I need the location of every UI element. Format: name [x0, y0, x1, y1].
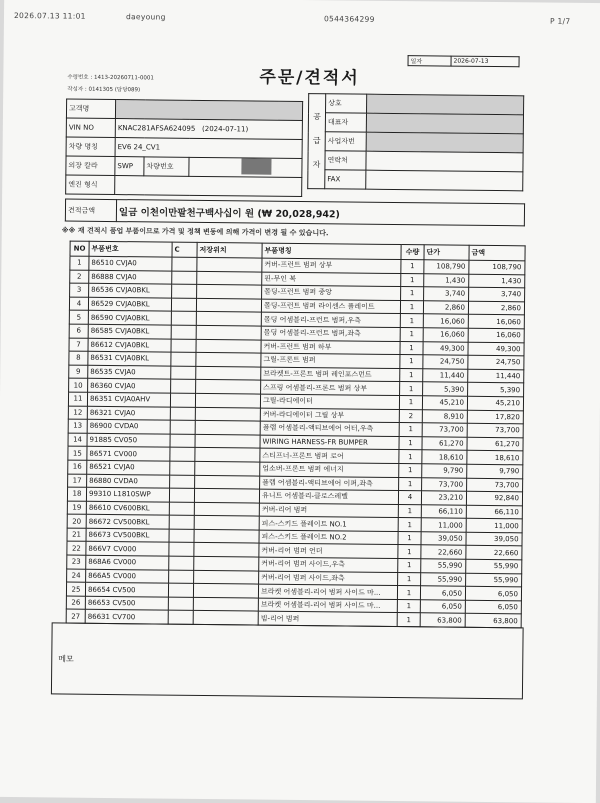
storage-location — [194, 570, 259, 584]
unit-price: 23,210 — [421, 491, 466, 505]
unit-price: 39,050 — [421, 532, 466, 546]
quantity: 1 — [398, 545, 421, 559]
c-flag — [172, 271, 197, 285]
storage-location — [197, 285, 262, 299]
part-number: 86531 CVJA0BKL — [88, 351, 171, 365]
c-flag — [171, 325, 196, 339]
storage-location — [197, 257, 262, 271]
c-flag — [169, 488, 194, 502]
storage-location — [195, 393, 260, 407]
line-amount: 1,430 — [469, 274, 525, 288]
color-label: 외장 칼라 — [66, 156, 115, 176]
row-number: 24 — [67, 569, 86, 583]
row-number: 25 — [66, 582, 85, 596]
row-number: 23 — [67, 555, 86, 569]
quantity: 1 — [401, 287, 424, 301]
line-amount: 17,820 — [467, 410, 523, 424]
part-name: 커버-프런트 범퍼 상부 — [262, 258, 401, 273]
row-number: 15 — [68, 446, 87, 460]
line-amount: 3,740 — [469, 287, 525, 301]
row-number: 18 — [67, 487, 86, 501]
quantity: 1 — [400, 328, 423, 342]
line-amount: 55,990 — [466, 559, 522, 573]
line-amount: 39,050 — [466, 532, 522, 546]
quantity: 1 — [399, 477, 422, 491]
part-number: 86521 CVJA0 — [87, 460, 170, 474]
part-number: 866V7 CV000 — [86, 542, 169, 556]
plate-label: 차량번호 — [144, 157, 189, 176]
quantity: 1 — [400, 368, 423, 382]
part-name: 피스-스키드 플레이트 NO.2 — [259, 530, 398, 545]
part-number: 86535 CVJA0 — [88, 365, 171, 379]
line-amount: 24,750 — [468, 355, 524, 369]
c-flag — [172, 284, 197, 298]
parts-table — [66, 241, 526, 629]
quantity: 1 — [401, 273, 424, 287]
part-name: 브라켓트-프론트 범퍼 레인포스먼트 — [261, 367, 400, 382]
part-name: 그릴-라디에이터 — [260, 394, 399, 409]
row-number: 6 — [69, 324, 88, 338]
supplier-rep-redacted — [366, 113, 523, 134]
line-amount: 5,390 — [468, 383, 524, 397]
quantity: 1 — [397, 586, 420, 600]
c-flag — [169, 515, 194, 529]
row-number: 21 — [67, 528, 86, 542]
quantity: 1 — [398, 531, 421, 545]
storage-location — [195, 475, 260, 489]
part-name: 커버-리어 범퍼 사이드,우측 — [259, 557, 398, 572]
row-number: 16 — [68, 460, 87, 474]
line-amount: 73,700 — [467, 423, 523, 437]
part-number: 86673 CV500BKL — [86, 528, 169, 542]
line-amount: 6,050 — [465, 600, 521, 614]
part-name: 스티프너-프론트 범퍼 로어 — [260, 448, 399, 463]
part-number: 86585 CVJA0BKL — [88, 324, 171, 338]
c-flag — [170, 434, 195, 448]
line-amount: 11,440 — [468, 369, 524, 383]
c-flag — [169, 556, 194, 570]
col-header-amount: 금액 — [469, 245, 525, 261]
part-name: 커버-리어 범퍼 — [259, 503, 398, 518]
model-label: 차량 명칭 — [66, 137, 115, 157]
row-number: 8 — [69, 351, 88, 365]
storage-location — [194, 556, 259, 570]
part-name: 커버-프런트 범퍼 하부 — [261, 340, 400, 355]
part-number: 866A5 CV000 — [86, 569, 169, 583]
quantity: 1 — [399, 423, 422, 437]
line-amount: 22,660 — [466, 546, 522, 560]
part-number: 86631 CV700 — [85, 610, 168, 624]
unit-price: 5,390 — [423, 382, 468, 396]
part-name: 스프링 어셈블리-프론트 범퍼 상부 — [261, 380, 400, 395]
quantity: 1 — [399, 436, 422, 450]
quantity: 1 — [399, 463, 422, 477]
row-number: 3 — [70, 283, 89, 297]
storage-location — [196, 325, 261, 339]
unit-price: 1,430 — [424, 273, 469, 287]
row-number: 27 — [66, 610, 85, 624]
line-amount: 16,060 — [468, 315, 524, 329]
line-amount: 2,860 — [468, 301, 524, 315]
fax-sender: daeyoung — [125, 12, 166, 22]
storage-location — [195, 434, 260, 448]
supplier-info-table — [307, 93, 524, 191]
row-number: 14 — [68, 433, 87, 447]
quantity: 1 — [397, 599, 420, 613]
unit-price: 16,060 — [423, 314, 468, 328]
model-value: EV6 24_CV1 — [115, 138, 302, 159]
unit-price: 8,910 — [422, 409, 467, 423]
supplier-side-label: 공 급 자 — [308, 94, 326, 189]
quantity: 1 — [400, 300, 423, 314]
supplier-contact-value — [366, 151, 523, 172]
c-flag — [171, 352, 196, 366]
part-name: 브라켓 어셈블리-리어 범퍼 사이드 마... — [258, 598, 397, 613]
col-header-qty: 수량 — [401, 245, 424, 260]
line-amount: 6,050 — [465, 586, 521, 600]
part-name: 피스-스키드 플레이트 NO.1 — [259, 516, 398, 531]
row-number: 4 — [69, 297, 88, 311]
line-amount: 18,610 — [467, 451, 523, 465]
part-name: 몰딩 어셈블리-프런트 범퍼,우측 — [261, 312, 400, 327]
total-amount-text: 일금 이천이만팔천구백사십이 원 (₩ 20,028,942) — [116, 200, 524, 226]
line-amount: 66,110 — [466, 505, 522, 519]
c-flag — [170, 393, 195, 407]
part-number: 86888 CVJA0 — [89, 270, 172, 284]
storage-location — [194, 543, 259, 557]
c-flag — [169, 529, 194, 543]
quantity: 1 — [400, 341, 423, 355]
storage-location — [196, 298, 261, 312]
unit-price: 66,110 — [421, 504, 466, 518]
writer: 작성자 : 0141305 (담당089) — [67, 86, 141, 94]
part-name: 몰딩-프런트 범퍼 중앙 — [262, 285, 401, 300]
quantity: 1 — [399, 450, 422, 464]
part-name: 몰딩-프런트 범퍼 라이센스 플레이트 — [261, 299, 400, 314]
part-number: 91885 CV050 — [87, 433, 170, 447]
storage-location — [196, 312, 261, 326]
row-number: 5 — [69, 310, 88, 324]
c-flag — [171, 379, 196, 393]
c-flag — [170, 407, 195, 421]
unit-price: 6,050 — [420, 586, 465, 600]
unit-price: 108,790 — [424, 260, 469, 274]
unit-price: 6,050 — [420, 600, 465, 614]
unit-price: 55,990 — [421, 559, 466, 573]
line-amount: 63,800 — [465, 614, 521, 628]
c-flag — [170, 420, 195, 434]
unit-price: 73,700 — [422, 477, 467, 491]
memo-box — [51, 622, 524, 699]
storage-location — [196, 339, 261, 353]
part-name: 브라켓 어셈블리-리어 범퍼 사이드 마... — [258, 584, 397, 599]
col-header-no: NO — [70, 241, 89, 256]
storage-location — [195, 407, 260, 421]
unit-price: 16,060 — [423, 328, 468, 342]
row-number: 9 — [69, 365, 88, 379]
part-number: 86351 CVJA0AHV — [87, 392, 170, 406]
row-number: 26 — [66, 596, 85, 610]
part-name: 커버-리어 범퍼 언더 — [259, 544, 398, 559]
unit-price: 63,800 — [420, 613, 465, 627]
part-name: 몰딩 어셈블리-프런트 범퍼,좌측 — [261, 326, 400, 341]
c-flag — [168, 597, 193, 611]
quantity: 1 — [401, 260, 424, 274]
col-header-name: 부품명칭 — [262, 243, 401, 259]
line-amount: 11,000 — [466, 519, 522, 533]
row-number: 1 — [70, 256, 89, 270]
quantity: 1 — [400, 314, 423, 328]
part-number: 86529 CVJA0BKL — [88, 297, 171, 311]
supplier-fax-label: FAX — [325, 170, 366, 189]
part-number: 86321 CVJA0 — [87, 406, 170, 420]
engine-label: 엔진 형식 — [66, 175, 115, 195]
unit-price: 3,740 — [424, 287, 469, 301]
col-header-price: 단가 — [424, 245, 469, 260]
quantity: 1 — [400, 355, 423, 369]
total-amount-table — [65, 199, 525, 227]
customer-info-table — [65, 99, 303, 197]
storage-location — [195, 461, 260, 475]
unit-price: 49,300 — [423, 341, 468, 355]
line-amount: 108,790 — [469, 260, 525, 274]
line-amount: 16,060 — [468, 328, 524, 342]
part-number: 86610 CV600BKL — [86, 501, 169, 515]
storage-location — [194, 502, 259, 516]
c-flag — [168, 611, 193, 625]
c-flag — [170, 447, 195, 461]
part-name: 커버-라디에이터 그릴 상부 — [260, 408, 399, 423]
storage-location — [196, 353, 261, 367]
part-name: 플랩 어셈블리-액티브에어 어터,우측 — [260, 421, 399, 436]
supplier-name-label: 상호 — [326, 94, 367, 113]
supplier-rep-label: 대표자 — [325, 113, 366, 132]
col-header-location: 저장위치 — [197, 242, 262, 258]
row-number: 7 — [69, 338, 88, 352]
row-number: 11 — [68, 392, 87, 406]
engine-value — [115, 176, 302, 197]
part-number: 86653 CV500 — [85, 596, 168, 610]
quantity: 1 — [400, 382, 423, 396]
unit-price: 22,660 — [421, 545, 466, 559]
part-number: 86536 CVJA0BKL — [89, 283, 172, 297]
row-number: 2 — [70, 270, 89, 284]
part-number: 86612 CVJA0BKL — [88, 338, 171, 352]
c-flag — [171, 366, 196, 380]
c-flag — [170, 475, 195, 489]
c-flag — [171, 298, 196, 312]
line-amount: 49,300 — [468, 342, 524, 356]
row-number: 13 — [68, 419, 87, 433]
doc-number: 수령번호 : 1413-20260711-0001 — [67, 74, 154, 82]
part-name: WIRING HARNESS-FR BUMPER — [260, 435, 399, 450]
c-flag — [169, 543, 194, 557]
total-label: 견적금액 — [65, 199, 116, 222]
storage-location — [196, 380, 261, 394]
part-name: 커버-리어 범퍼 사이드,좌측 — [259, 571, 398, 586]
quantity: 1 — [398, 572, 421, 586]
supplier-contact-label: 연락처 — [325, 151, 366, 170]
storage-location — [194, 488, 259, 502]
price-change-notice: ※※ 재 견적시 품업 부품이므로 가격 및 정책 변동에 의해 가격이 변경 될 수 있습니다. — [61, 226, 329, 238]
vin-cell: KNAC281AFSA624095 (2024-07-11) — [115, 119, 302, 140]
storage-location — [194, 529, 259, 543]
supplier-biz-redacted — [366, 132, 523, 153]
part-number: 99310 L1810SWP — [86, 487, 169, 501]
c-flag — [168, 583, 193, 597]
part-number: 86590 CVJA0BKL — [88, 311, 171, 325]
unit-price: 11,440 — [423, 369, 468, 383]
unit-price: 9,790 — [422, 464, 467, 478]
part-name: 업소버-프론트 범퍼 에너지 — [260, 462, 399, 477]
storage-location — [195, 448, 260, 462]
row-number: 20 — [67, 514, 86, 528]
quantity: 1 — [398, 559, 421, 573]
fax-number: 0544364299 — [323, 14, 375, 24]
quantity: 1 — [397, 613, 420, 627]
unit-price: 2,860 — [423, 301, 468, 315]
storage-location — [194, 516, 259, 530]
storage-location — [193, 597, 258, 611]
c-flag — [171, 312, 196, 326]
col-header-part: 부품번호 — [89, 241, 172, 257]
part-name: 그릴-프론트 범퍼 — [261, 353, 400, 368]
fax-page-number: P 1/7 — [549, 16, 571, 26]
c-flag — [171, 339, 196, 353]
part-number: 86672 CV500BKL — [86, 515, 169, 529]
client-value-redacted — [115, 100, 302, 121]
line-amount: 73,700 — [467, 478, 523, 492]
document-title: 주문/견적서 — [259, 67, 360, 89]
row-number: 10 — [69, 378, 88, 392]
row-number: 17 — [68, 474, 87, 488]
line-amount: 92,840 — [466, 491, 522, 505]
part-number: 86654 CV500 — [85, 583, 168, 597]
c-flag — [172, 257, 197, 271]
part-name: 플랩 어셈블리-액티브에어 이퍼,좌측 — [260, 476, 399, 491]
unit-price: 24,750 — [423, 355, 468, 369]
storage-location — [195, 421, 260, 435]
part-number: 868A6 CV000 — [86, 555, 169, 569]
part-number: 86900 CVDA0 — [87, 419, 170, 433]
col-header-c: C — [172, 242, 197, 257]
c-flag — [170, 461, 195, 475]
color-value: SWP — [115, 157, 144, 176]
part-number: 86571 CV000 — [87, 447, 170, 461]
unit-price: 73,700 — [422, 423, 467, 437]
date-box — [408, 55, 520, 67]
storage-location — [193, 611, 258, 625]
unit-price: 61,270 — [422, 436, 467, 450]
row-number: 19 — [67, 501, 86, 515]
unit-price: 45,210 — [422, 396, 467, 410]
quantity: 4 — [398, 491, 421, 505]
line-amount: 9,790 — [467, 464, 523, 478]
unit-price: 11,000 — [421, 518, 466, 532]
unit-price: 18,610 — [422, 450, 467, 464]
part-name: 유니트 어셈블리-클로스레벨 — [259, 489, 398, 504]
part-number: 86510 CVJA0 — [89, 256, 172, 270]
part-number: 86880 CVDA0 — [87, 474, 170, 488]
quantity: 2 — [399, 409, 422, 423]
parts-table-body — [66, 256, 525, 628]
storage-location — [196, 366, 261, 380]
c-flag — [169, 570, 194, 584]
storage-location — [193, 584, 258, 598]
memo-label: 메모 — [58, 654, 74, 664]
line-amount: 45,210 — [467, 396, 523, 410]
quantity: 1 — [398, 504, 421, 518]
row-number: 12 — [68, 406, 87, 420]
storage-location — [197, 271, 262, 285]
part-name: 빔-리어 범퍼 — [258, 612, 397, 627]
line-amount: 61,270 — [467, 437, 523, 451]
c-flag — [169, 502, 194, 516]
supplier-biz-label: 사업자번 — [325, 132, 366, 151]
vin-label: VIN NO — [66, 118, 115, 138]
fax-datetime: 2026.07.13 11:01 — [13, 10, 86, 21]
date-value: 2026-07-13 — [451, 56, 519, 67]
date-label: 일자 — [408, 56, 451, 66]
quantity: 1 — [399, 395, 422, 409]
supplier-fax-value — [366, 170, 523, 191]
client-label: 고객명 — [66, 99, 115, 119]
supplier-name-redacted — [367, 94, 524, 115]
part-number: 86360 CVJA0 — [88, 379, 171, 393]
unit-price: 55,990 — [421, 572, 466, 586]
plate-value-redacted — [189, 157, 302, 177]
line-amount: 55,990 — [466, 573, 522, 587]
row-number: 22 — [67, 542, 86, 556]
part-name: 핀-무인 복 — [262, 272, 401, 287]
quantity: 1 — [398, 518, 421, 532]
